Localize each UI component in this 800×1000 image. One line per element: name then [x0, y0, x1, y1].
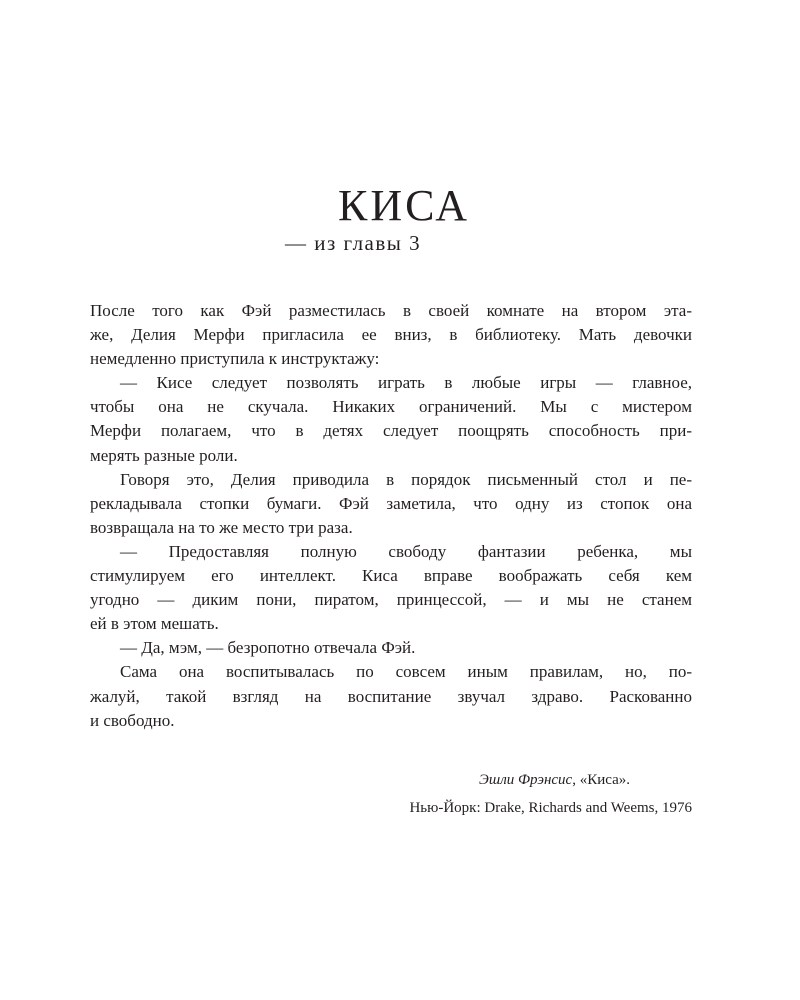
text-line: ей в этом мешать. — [90, 614, 219, 634]
text-line: немедленно приступила к инструктажу: — [90, 349, 380, 369]
text-line: возвращала на то же место три раза. — [90, 517, 353, 537]
text-line: — Предоставляя полную свободу фантазии ребенка, мы — [120, 541, 692, 561]
text-line: же, Делия Мерфи пригласила ее вниз, в библиотеку. Мать девочки — [90, 325, 692, 345]
text-line: мерять разные роли. — [90, 445, 238, 465]
chapter-title: КИСА — [337, 181, 471, 230]
text-line: стимулируем его интеллект. Киса вправе воображать себя кем — [90, 566, 692, 586]
text-line: Мерфи полагаем, что в детях следует поощрять способность при- — [90, 421, 692, 441]
credit-book-title: , «Киса». — [572, 772, 630, 788]
credit-publisher: Нью-Йорк: Drake, Richards and Weems, 1976 — [409, 800, 692, 816]
chapter-subtitle: — из главы 3 — [285, 231, 422, 255]
credit-author-line — [409, 766, 692, 794]
text-line: жалуй, такой взгляд на воспитание звучал здраво. Раскованно — [90, 686, 692, 706]
text-line: чтобы она не скучала. Никаких ограничений. Мы с мистером — [90, 397, 692, 417]
text-line: Говоря это, Делия приводила в порядок письменный стол и пе- — [120, 469, 692, 489]
text-line: — Да, мэм, — безропотно отвечала Фэй. — [120, 638, 416, 658]
text-line: Сама она воспитывалась по совсем иным правилам, но, по- — [120, 662, 692, 682]
text-line: После того как Фэй разместилась в своей комнате на втором эта- — [90, 301, 692, 320]
text-line: и свободно. — [90, 710, 175, 730]
source-credit — [409, 766, 692, 822]
excerpt-text — [90, 299, 692, 733]
text-line: рекладывала стопки бумаги. Фэй заметила, что одну из стопок она — [90, 493, 692, 513]
text-line: угодно — диким пони, пиратом, принцессой, — и мы не станем — [90, 590, 692, 610]
credit-author: Эшли Фрэнсис — [479, 772, 573, 788]
text-line: — Кисе следует позволять играть в любые игры — главное, — [120, 373, 692, 393]
